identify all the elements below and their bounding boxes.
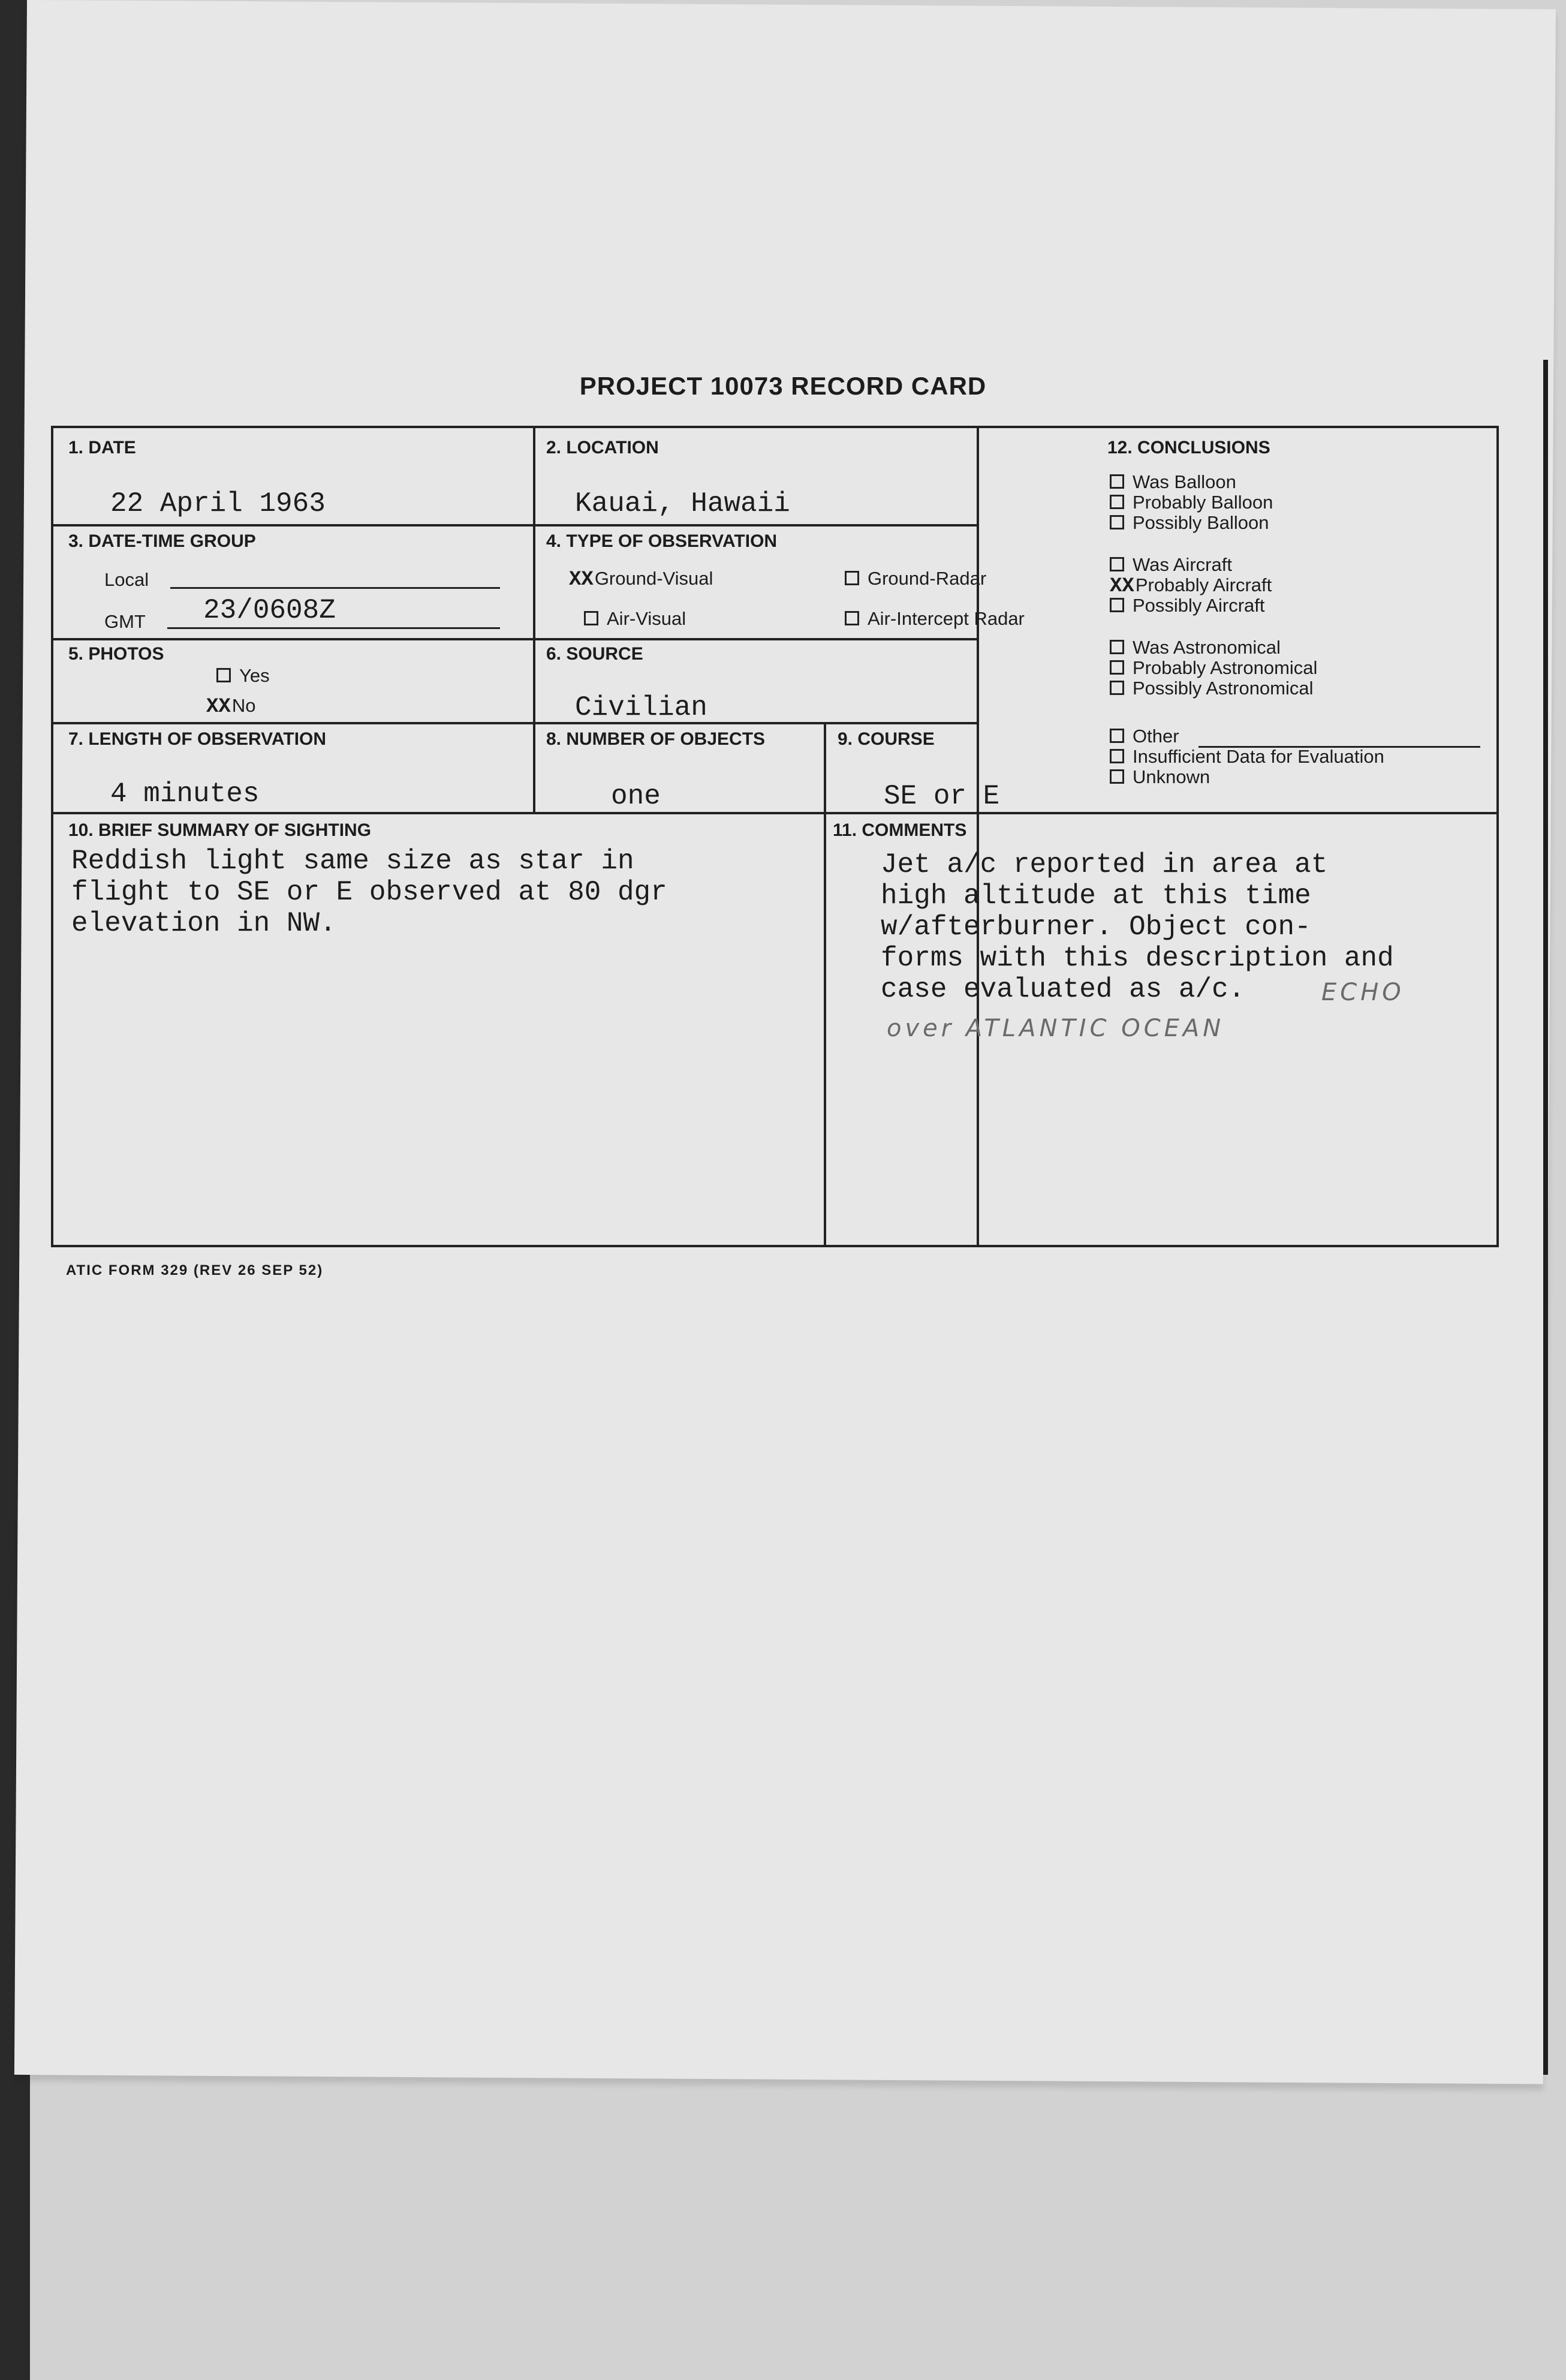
source-value: Civilian [575, 692, 707, 723]
number-of-objects-value: one [611, 781, 661, 812]
source-label: 6. SOURCE [546, 644, 643, 664]
course-label: 9. COURSE [838, 729, 935, 749]
divider [824, 722, 826, 1245]
ground-visual-text: Ground-Visual [594, 568, 713, 589]
comments-line: Jet a/c reported in area at [881, 849, 1328, 880]
conclusion-possibly-balloon [1110, 512, 1269, 534]
checkbox-icon [1110, 515, 1124, 529]
date-time-group-label: 3. DATE-TIME GROUP [68, 531, 256, 551]
card-title: PROJECT 10073 RECORD CARD [579, 372, 987, 400]
location-label: 2. LOCATION [546, 438, 659, 458]
conclusion-text: Was Aircraft [1133, 554, 1232, 575]
conclusion-text: Was Astronomical [1133, 637, 1281, 658]
checkbox-icon [584, 611, 598, 625]
comments-line: forms with this description and [881, 943, 1394, 974]
divider [533, 428, 535, 812]
photos-yes-text: Yes [239, 665, 270, 686]
checkbox-icon [1110, 729, 1124, 743]
conclusion-was-aircraft [1110, 554, 1232, 576]
conclusions-label: 12. CONCLUSIONS [1107, 438, 1270, 458]
option-photos-yes [216, 665, 270, 687]
date-label: 1. DATE [68, 438, 136, 458]
divider [53, 812, 1496, 814]
gmt-label: GMT [104, 611, 146, 632]
photos-label: 5. PHOTOS [68, 644, 164, 664]
course-value: SE or E [884, 781, 1000, 812]
conclusion-text: Possibly Balloon [1133, 512, 1269, 533]
option-ground-visual [569, 568, 713, 591]
conclusion-text: Probably Aircraft [1135, 574, 1272, 595]
x-mark: XX [569, 568, 594, 591]
local-underline [170, 587, 500, 589]
checkbox-icon [845, 571, 859, 585]
option-photos-no [206, 695, 255, 718]
checkbox-icon [1110, 495, 1124, 509]
air-intercept-radar-text: Air-Intercept Radar [868, 608, 1025, 629]
conclusion-was-astronomical [1110, 637, 1281, 658]
conclusion-text: Other [1133, 726, 1179, 747]
option-air-intercept-radar [845, 608, 1025, 630]
option-ground-radar [845, 568, 986, 589]
conclusion-text: Was Balloon [1133, 471, 1236, 492]
checkbox-icon [1110, 660, 1124, 675]
conclusion-possibly-astronomical [1110, 678, 1314, 699]
brief-summary-line: flight to SE or E observed at 80 dgr [71, 877, 667, 908]
air-visual-text: Air-Visual [607, 608, 686, 629]
checkbox-icon [1110, 474, 1124, 489]
conclusion-probably-balloon [1110, 492, 1273, 513]
conclusion-unknown [1110, 766, 1210, 788]
checkbox-icon [1110, 769, 1124, 784]
handwritten-note: over ATLANTIC OCEAN [887, 1015, 1225, 1042]
gmt-value: 23/0608Z [203, 595, 336, 626]
conclusion-text: Insufficient Data for Evaluation [1133, 746, 1384, 767]
comments-label: 11. COMMENTS [833, 820, 967, 840]
brief-summary-label: 10. BRIEF SUMMARY OF SIGHTING [68, 820, 372, 840]
checkbox-icon [216, 668, 231, 682]
conclusion-text: Probably Balloon [1133, 492, 1273, 513]
checkbox-icon [1110, 557, 1124, 571]
conclusion-text: Unknown [1133, 766, 1210, 787]
divider [977, 428, 979, 1245]
x-mark: XX [1110, 575, 1134, 598]
handwritten-note: ECHO [1321, 979, 1405, 1006]
conclusion-text: Probably Astronomical [1133, 657, 1318, 678]
conclusion-other [1110, 726, 1179, 747]
comments-line: w/afterburner. Object con- [881, 911, 1311, 943]
conclusion-probably-astronomical [1110, 657, 1317, 679]
gmt-underline [167, 627, 500, 629]
divider [53, 524, 977, 526]
local-label: Local [104, 569, 149, 590]
conclusion-text: Possibly Astronomical [1133, 678, 1314, 699]
conclusion-insufficient-data [1110, 746, 1384, 768]
length-label: 7. LENGTH OF OBSERVATION [68, 729, 327, 749]
checkbox-icon [1110, 640, 1124, 654]
option-air-visual [584, 608, 686, 630]
number-of-objects-label: 8. NUMBER OF OBJECTS [546, 729, 766, 749]
conclusion-possibly-aircraft [1110, 595, 1265, 616]
type-of-observation-label: 4. TYPE OF OBSERVATION [546, 531, 778, 551]
form-id: ATIC FORM 329 (REV 26 SEP 52) [66, 1262, 324, 1278]
conclusion-was-balloon [1110, 471, 1236, 493]
photos-no-text: No [231, 695, 256, 716]
x-mark: XX [206, 696, 231, 718]
location-value: Kauai, Hawaii [575, 488, 790, 519]
brief-summary-line: Reddish light same size as star in [71, 846, 634, 877]
length-value: 4 minutes [110, 778, 260, 810]
record-card [51, 426, 1499, 1247]
checkbox-icon [845, 611, 859, 625]
comments-line: case evaluated as a/c. [881, 974, 1245, 1005]
divider [53, 638, 977, 640]
checkbox-icon [1110, 749, 1124, 763]
divider [53, 722, 977, 724]
brief-summary-line: elevation in NW. [71, 908, 336, 939]
conclusion-text: Possibly Aircraft [1133, 595, 1265, 616]
checkbox-icon [1110, 598, 1124, 612]
comments-line: high altitude at this time [881, 880, 1311, 911]
date-value: 22 April 1963 [110, 488, 326, 519]
ground-radar-text: Ground-Radar [868, 568, 987, 589]
film-edge-right [1543, 360, 1548, 2075]
checkbox-icon [1110, 681, 1124, 695]
